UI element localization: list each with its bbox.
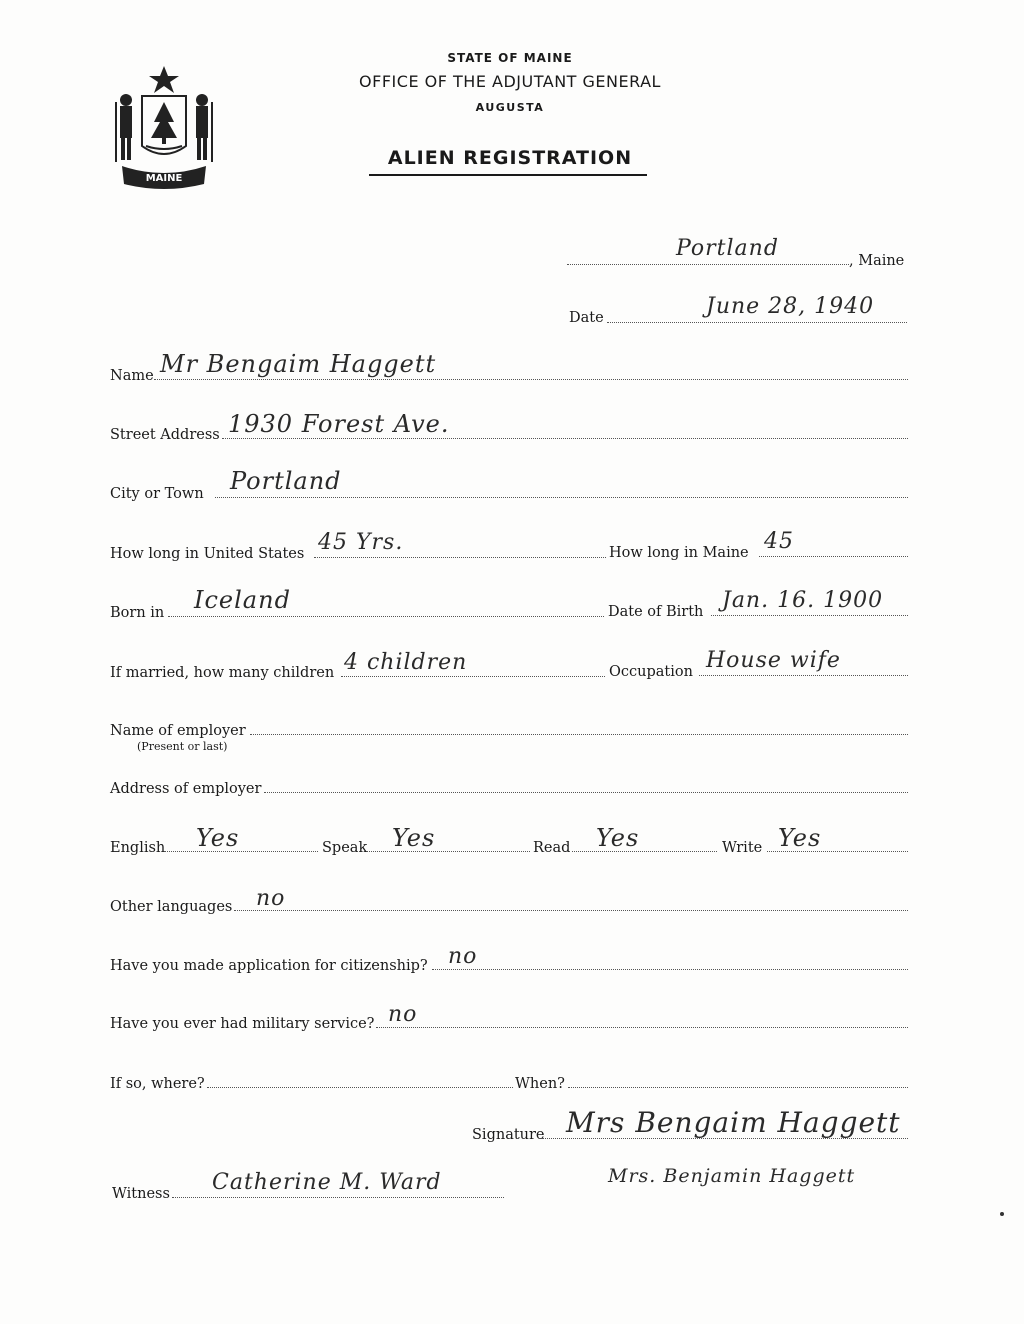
dob-value[interactable]: Jan. 16. 1900	[722, 588, 884, 613]
employer-sublabel: (Present or last)	[137, 740, 228, 753]
where-line	[207, 1087, 513, 1088]
city-value[interactable]: Portland	[230, 467, 342, 495]
how-long-maine-line	[759, 556, 908, 557]
speak-label: Speak	[322, 840, 368, 856]
children-value[interactable]: 4 children	[344, 650, 468, 675]
military-value[interactable]: no	[388, 1002, 418, 1027]
witness-line	[172, 1197, 504, 1198]
place-line	[567, 264, 849, 265]
street-label: Street Address	[110, 427, 220, 443]
military-label: Have you ever had military service?	[110, 1016, 375, 1032]
header-office: OFFICE OF THE ADJUTANT GENERAL	[359, 72, 661, 91]
date-label: Date	[569, 310, 604, 326]
read-label: Read	[533, 840, 571, 856]
born-in-label: Born in	[110, 605, 165, 621]
occupation-label: Occupation	[609, 664, 693, 680]
employer-label: Name of employer	[110, 723, 246, 739]
street-value[interactable]: 1930 Forest Ave.	[228, 410, 450, 438]
signature-value[interactable]: Mrs Bengaim Haggett	[566, 1106, 901, 1139]
how-long-us-label: How long in United States	[110, 546, 305, 562]
signature-annotation: Mrs. Benjamin Haggett	[608, 1165, 856, 1187]
scan-mark	[1000, 1212, 1004, 1216]
name-label: Name	[110, 368, 154, 384]
read-line	[572, 851, 717, 852]
occupation-value[interactable]: House wife	[706, 648, 841, 673]
city-label: City or Town	[110, 486, 204, 502]
other-languages-line	[234, 910, 908, 911]
english-value[interactable]: Yes	[196, 824, 240, 852]
street-line	[222, 438, 908, 439]
citizenship-line	[432, 969, 908, 970]
witness-label: Witness	[112, 1186, 170, 1202]
employer-line	[250, 734, 908, 735]
signature-label: Signature	[472, 1127, 545, 1143]
name-line	[154, 379, 908, 380]
date-line	[607, 322, 907, 323]
seal-text: MAINE	[145, 173, 183, 184]
other-languages-value[interactable]: no	[256, 886, 286, 911]
when-line	[568, 1087, 908, 1088]
write-value[interactable]: Yes	[778, 824, 822, 852]
read-value[interactable]: Yes	[596, 824, 640, 852]
when-label: When?	[515, 1076, 565, 1092]
military-line	[376, 1027, 908, 1028]
english-label: English	[110, 840, 166, 856]
other-languages-label: Other languages	[110, 899, 233, 915]
name-value[interactable]: Mr Bengaim Haggett	[160, 350, 437, 378]
state-seal-icon	[108, 62, 220, 190]
title-underline	[369, 174, 647, 176]
where-label: If so, where?	[110, 1076, 205, 1092]
how-long-maine-label: How long in Maine	[609, 545, 749, 561]
employer-address-label: Address of employer	[110, 781, 262, 797]
date-value[interactable]: June 28, 1940	[706, 294, 875, 319]
born-in-line	[168, 616, 604, 617]
how-long-us-line	[314, 557, 606, 558]
children-label: If married, how many children	[110, 665, 335, 681]
witness-value[interactable]: Catherine M. Ward	[212, 1170, 442, 1195]
english-line	[164, 851, 318, 852]
occupation-line	[699, 675, 908, 676]
dob-line	[711, 615, 908, 616]
employer-address-line	[264, 792, 908, 793]
how-long-maine-value[interactable]: 45	[764, 529, 794, 554]
place-value[interactable]: Portland	[676, 236, 779, 261]
dob-label: Date of Birth	[608, 604, 704, 620]
header-state: STATE OF MAINE	[447, 51, 573, 65]
write-label: Write	[722, 840, 763, 856]
header-city: AUGUSTA	[475, 101, 545, 114]
speak-value[interactable]: Yes	[392, 824, 436, 852]
how-long-us-value[interactable]: 45 Yrs.	[318, 530, 404, 555]
city-line	[215, 497, 908, 498]
born-in-value[interactable]: Iceland	[194, 586, 291, 614]
form-title: ALIEN REGISTRATION	[387, 147, 633, 169]
citizenship-value[interactable]: no	[448, 944, 478, 969]
children-line	[341, 676, 605, 677]
citizenship-label: Have you made application for citizenship?	[110, 958, 428, 974]
place-suffix: , Maine	[849, 253, 905, 269]
